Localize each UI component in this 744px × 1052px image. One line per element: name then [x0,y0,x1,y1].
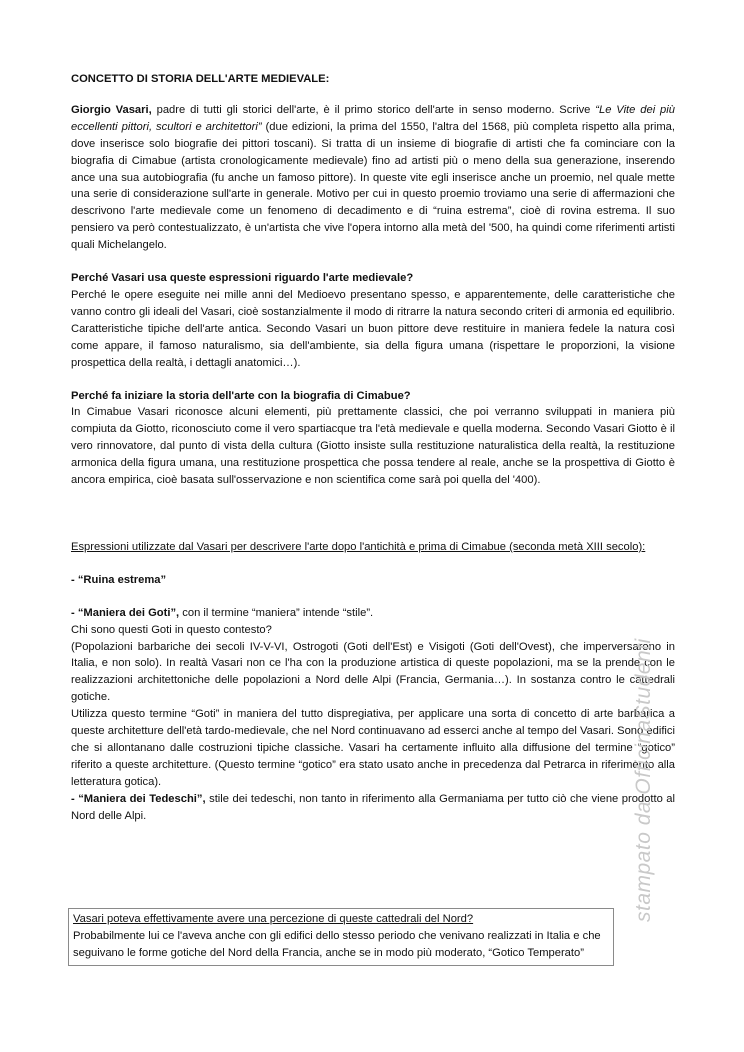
question-2-heading: Perché fa iniziare la storia dell'arte con la biografia di Cimabue? [71,389,411,402]
watermark: stampato da OfficinaStudenti [632,638,655,922]
question-2-answer: In Cimabue Vasari riconosce alcuni elementi, più prettamente classici, che poi verranno sviluppati in maniera più compiuta da Giotto, riconosciuto come il vero spartiacque tra l'età medievale e quella moderna. Secondo Vasari Giotto è il vero rinnovatore, dal punto di vista della cultura (Giotto insiste sulla restituzione naturalistica della realtà, la restituzione armonica della figura umana, una restituzione prospettica che possa tendere al reale, anche se la prospettiva di Giotto è ancora empirica, cioè basata sull'osservazione e non scientifica come sarà poi quella del '400). [71,406,675,487]
author-name: Giorgio Vasari, [71,103,152,116]
question-1-heading: Perché Vasari usa queste espressioni riguardo l'arte medievale? [71,272,414,285]
expressions-heading: Espressioni utilizzate dal Vasari per descrivere l'arte dopo l'antichità e prima di Cimabue (seconda metà XIII secolo): [71,540,646,553]
note-box [68,908,614,966]
note-box-question: Vasari poteva effettivamente avere una percezione di queste cattedrali del Nord? [73,913,474,925]
goti-paragraph-1: (Popolazioni barbariche dei secoli IV-V-VI, Ostrogoti (Goti dell'Est) e Visigoti (Goti dell'Ovest), che imperversarono in Italia, e non solo). In realtà Vasari non ce l'ha con la produzione artistica di queste popolazioni, ma se la prende con le realizzazioni architettoniche delle popolazioni a Nord delle Alpi (Francia, Germania…). In sostanza contro le cattedrali gotiche. [71,640,675,704]
intro-paragraph: Giorgio Vasari, padre di tutti gli storici dell'arte, è il primo storico dell'arte in senso moderno. Scrive “Le Vite dei più eccellenti pittori, scultori e architettori” (due edizioni, la prima del 1550, l'altra del 1568, più completa rispetto alla prima, dove inserisce solo biografie dei pittori toscani). Si tratta di un insieme di biografie di artisti che fa cominciare con la biografia di Cimabue (artista cronologicamente medievale) fino ad artisti più o meno della sua generazione, inserendo ance una sua autobiografia (fu anche un famoso pittore). In queste vite egli inserisce anche un proemio, nel quale mette una serie di considerazione sull'arte in generale. Motivo per cui in questo proemio troviamo una serie di affermazioni che descrivono l'arte medievale come un fenomeno di decadimento e di “ruina estrema”, cioè di rovina estrema. Il suo pensiero va però contestualizzato, è un'artista che vive l'opera intorno alla metà del '500, ha quindi come riferimenti artisti quali Michelangelo. [71,103,675,252]
ruina-estrema-item: - “Ruina estrema” [71,573,167,586]
question-1-answer: Perché le opere eseguite nei mille anni del Medioevo presentano spesso, e apparentemente, delle caratteristiche che vanno contro gli ideali del Vasari, cioè sostanzialmente il modo di ritrarre la natura secondo criteri di armonia ed equilibrio. Caratteristiche tipiche dell'arte antica. Secondo Vasari un buon pittore deve restituire in maniera fedele la natura così come appare, il famoso naturalismo, sia dell'ambiente, sia della figura umana (rispettare le proporzioni, la visione prospettica della realtà, i dettagli anatomici…). [71,288,675,369]
maniera-tedeschi-item: - “Maniera dei Tedeschi”, stile dei tedeschi, non tanto in riferimento alla Germaniama per tutto ciò che viene prodotto al Nord delle Alpi. [71,792,675,822]
goti-question: Chi sono questi Goti in questo contesto? [71,623,272,636]
page-title: CONCETTO DI STORIA DELL'ARTE MEDIEVALE: [71,73,330,85]
goti-paragraph-2: Utilizza questo termine “Goti” in maniera del tutto dispregiativa, per applicare una sorta di concetto di arte barbarica a queste architetture dell'età tardo-medievale, che nel Nord continuavano ad esserci anche al tempo del Vasari. Sono edifici che si allontanano dalle costruzioni tipiche classiche. Vasari ha certamente influito alla diffusione del termine “gotico” riferito a queste architetture. (Questo termine “gotico” era stato usato anche in precedenza dal Petrarca in riferimento alla letteratura gotica). [71,708,675,788]
work-title: “Le Vite dei più eccellenti pittori, scultori e architettori” [71,103,675,133]
maniera-goti-item: - “Maniera dei Goti”, con il termine “maniera” intende “stile”. [71,606,374,619]
document-body [71,71,675,825]
note-box-answer: Probabilmente lui ce l'aveva anche con gli edifici dello stesso periodo che venivano realizzati in Italia e che seguivano le forme gotiche del Nord della Francia, anche se in modo più moderato, “Gotico Temperato” [73,929,601,959]
